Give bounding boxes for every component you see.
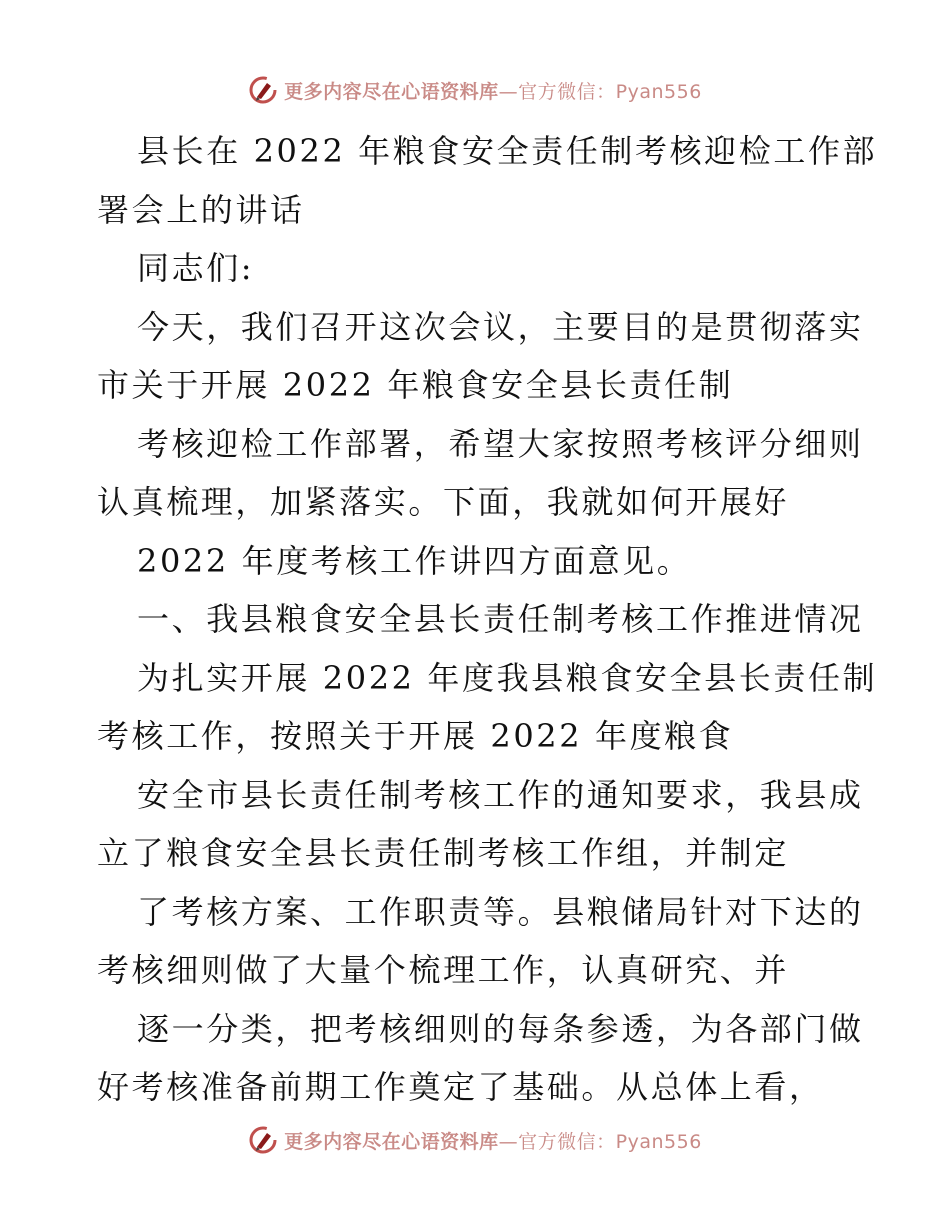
watermark-suffix: —官方微信：Pyan556 xyxy=(498,1130,702,1153)
text-line: 逐一分类，把考核细则的每条参透，为各部门做 xyxy=(137,1009,864,1048)
text-line: 署会上的讲话 xyxy=(97,190,305,229)
text-line: 认真梳理，加紧落实。下面，我就如何开展好 xyxy=(97,483,790,521)
text-line: 一、我县粮食安全县长责任制考核工作推进情况 xyxy=(137,600,864,638)
pen-logo-icon xyxy=(248,1125,278,1155)
text-line: 县长在 2022 年粮食安全责任制考核迎检工作部 xyxy=(137,132,878,170)
watermark-text xyxy=(284,1127,702,1154)
text-line: 考核迎检工作部署，希望大家按照考核评分细则 xyxy=(137,424,864,463)
document-body xyxy=(97,122,878,1117)
text-line: 考核工作，按照关于开展 2022 年度粮食 xyxy=(97,717,734,755)
text-line: 2022 年度考核工作讲四方面意见。 xyxy=(137,541,692,580)
text-line: 今天，我们召开这次会议，主要目的是贯彻落实 xyxy=(137,307,864,346)
text-line: 考核细则做了大量个梳理工作，认真研究、并 xyxy=(97,951,790,989)
text-line: 了考核方案、工作职责等。县粮储局针对下达的 xyxy=(137,892,864,931)
text-line: 同志们: xyxy=(137,249,255,287)
text-line: 市关于开展 2022 年粮食安全县长责任制 xyxy=(97,366,734,404)
watermark-text xyxy=(284,77,702,104)
text-line: 好考核准备前期工作奠定了基础。从总体上看， xyxy=(97,1068,824,1106)
text-line: 立了粮食安全县长责任制考核工作组，并制定 xyxy=(97,834,790,872)
watermark-main: 更多内容尽在心语资料库 xyxy=(284,80,499,103)
pen-logo-icon xyxy=(248,75,278,105)
header-watermark xyxy=(0,70,950,110)
watermark-main: 更多内容尽在心语资料库 xyxy=(284,1130,499,1153)
text-line: 安全市县长责任制考核工作的通知要求，我县成 xyxy=(137,775,864,814)
text-line: 为扎实开展 2022 年度我县粮食安全县长责任制 xyxy=(137,658,878,697)
footer-watermark xyxy=(0,1120,950,1160)
watermark-suffix: —官方微信：Pyan556 xyxy=(498,80,702,103)
